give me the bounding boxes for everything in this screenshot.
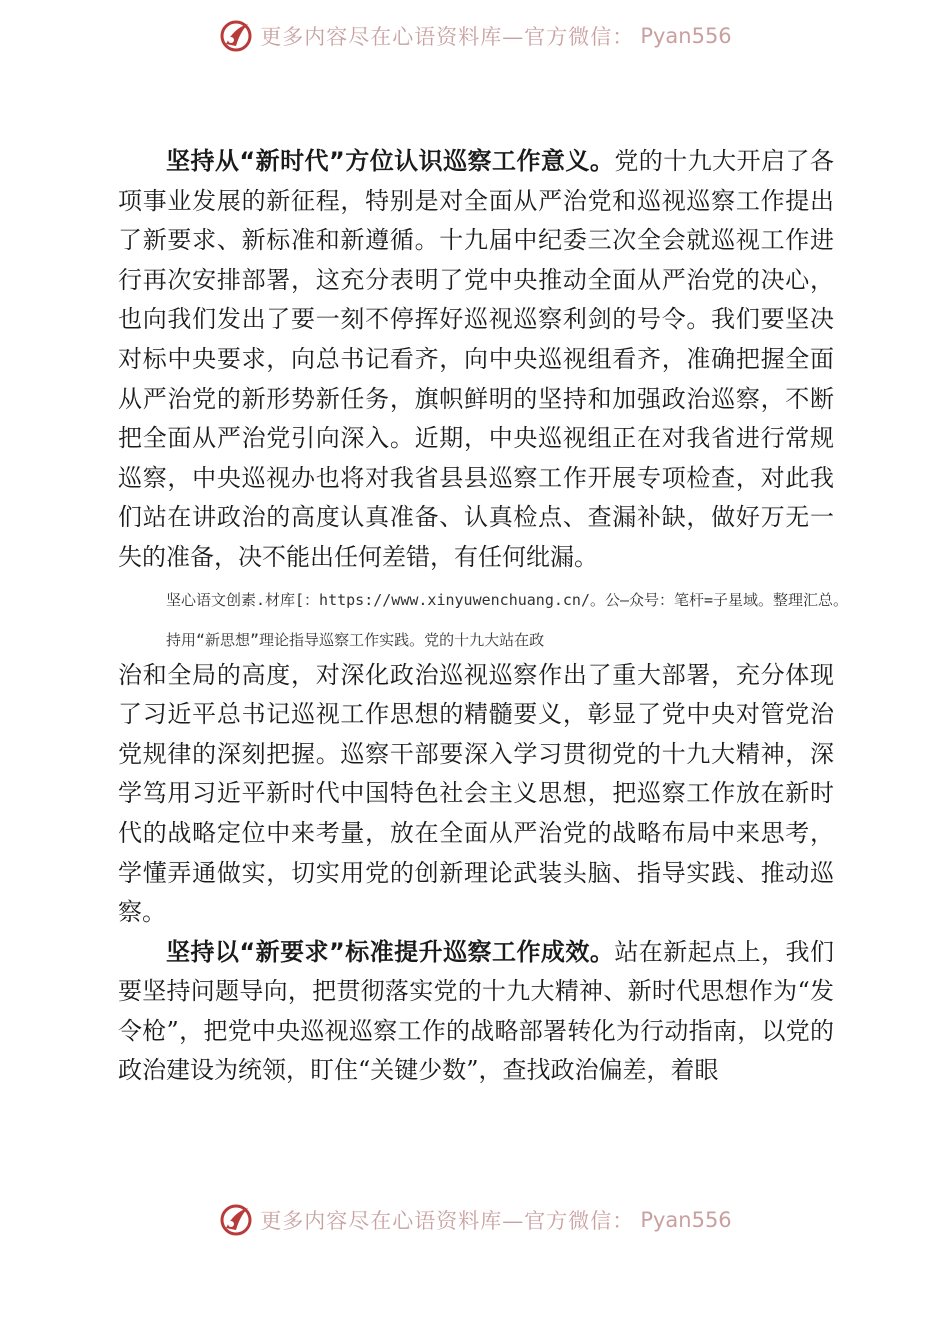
banner-wechat-id: Pyan556 [640, 24, 732, 48]
paragraph-3-heading: 坚持以“新要求”标准提升巡察工作成效。 [166, 937, 615, 966]
paragraph-1-heading: 坚持从“新时代”方位认识巡察工作意义。 [166, 147, 615, 175]
paragraph-2 [118, 656, 834, 933]
paragraph-3-text: 站在新起点上，我们要坚持问题导向，把贯彻落实党的十九大精神、新时代思想作为“发令枪”，把党中央巡视巡察工作的战略部署转化为行动指南，以党的政治建设为统领，盯住“关键少数”，查找政治偏差，着眼 [118, 937, 835, 1085]
header-watermark-banner [0, 16, 950, 56]
source-note: 坚心语文创素.材库[：https://www.xinyuwenchuang.cn/。公—众号：笔杆=子星域。整理汇总。持用“新思想”理论指导巡察工作实践。党的十九大站在政 [166, 590, 849, 649]
paragraph-1-text: 党的十九大开启了各项事业发展的新征程，特别是对全面从严治党和巡视巡察工作提出了新要求、新标准和新遵循。十九届中纪委三次全会就巡视工作进行再次安排部署，这充分表明了党中央推动全面从严治党的决心，也向我们发出了要一刻不停挥好巡视巡察利剑的号令。我们要坚决对标中央要求，向总书记看齐，向中央巡视组看齐，准确把握全面从严治党的新形势新任务，旗帜鲜明的坚持和加强政治巡察，不断把全面从严治党引向深入。近期，中央巡视组正在对我省进行常规巡察，中央巡视办也将对我省县县巡察工作开展专项检查，对此我们站在讲政治的高度认真准备、认真检点、查漏补缺，做好万无一失的准备，决不能出任何差错，有任何纰漏。 [118, 147, 835, 571]
banner-text: 更多内容尽在心语资料库—官方微信： [260, 25, 635, 49]
paragraph-1 [118, 142, 834, 578]
footer-watermark-banner [0, 1200, 950, 1240]
document-body [118, 142, 849, 1091]
red-brush-logo-icon [218, 18, 254, 54]
banner-text: 更多内容尽在心语资料库—官方微信： [260, 1209, 635, 1233]
paragraph-3 [118, 933, 834, 1091]
banner-wechat-id: Pyan556 [640, 1208, 732, 1232]
paragraph-2-text: 治和全局的高度，对深化政治巡视巡察作出了重大部署，充分体现了习近平总书记巡视工作思想的精髓要义，彰显了党中央对管党治党规律的深刻把握。巡察干部要深入学习贯彻党的十九大精神，深学笃用习近平新时代中国特色社会主义思想，把巡察工作放在新时代的战略定位中来考量，放在全面从严治党的战略布局中来思考，学懂弄通做实，切实用党的创新理论武装头脑、指导实践、推动巡察。 [118, 660, 834, 927]
red-brush-logo-icon [218, 1202, 254, 1238]
